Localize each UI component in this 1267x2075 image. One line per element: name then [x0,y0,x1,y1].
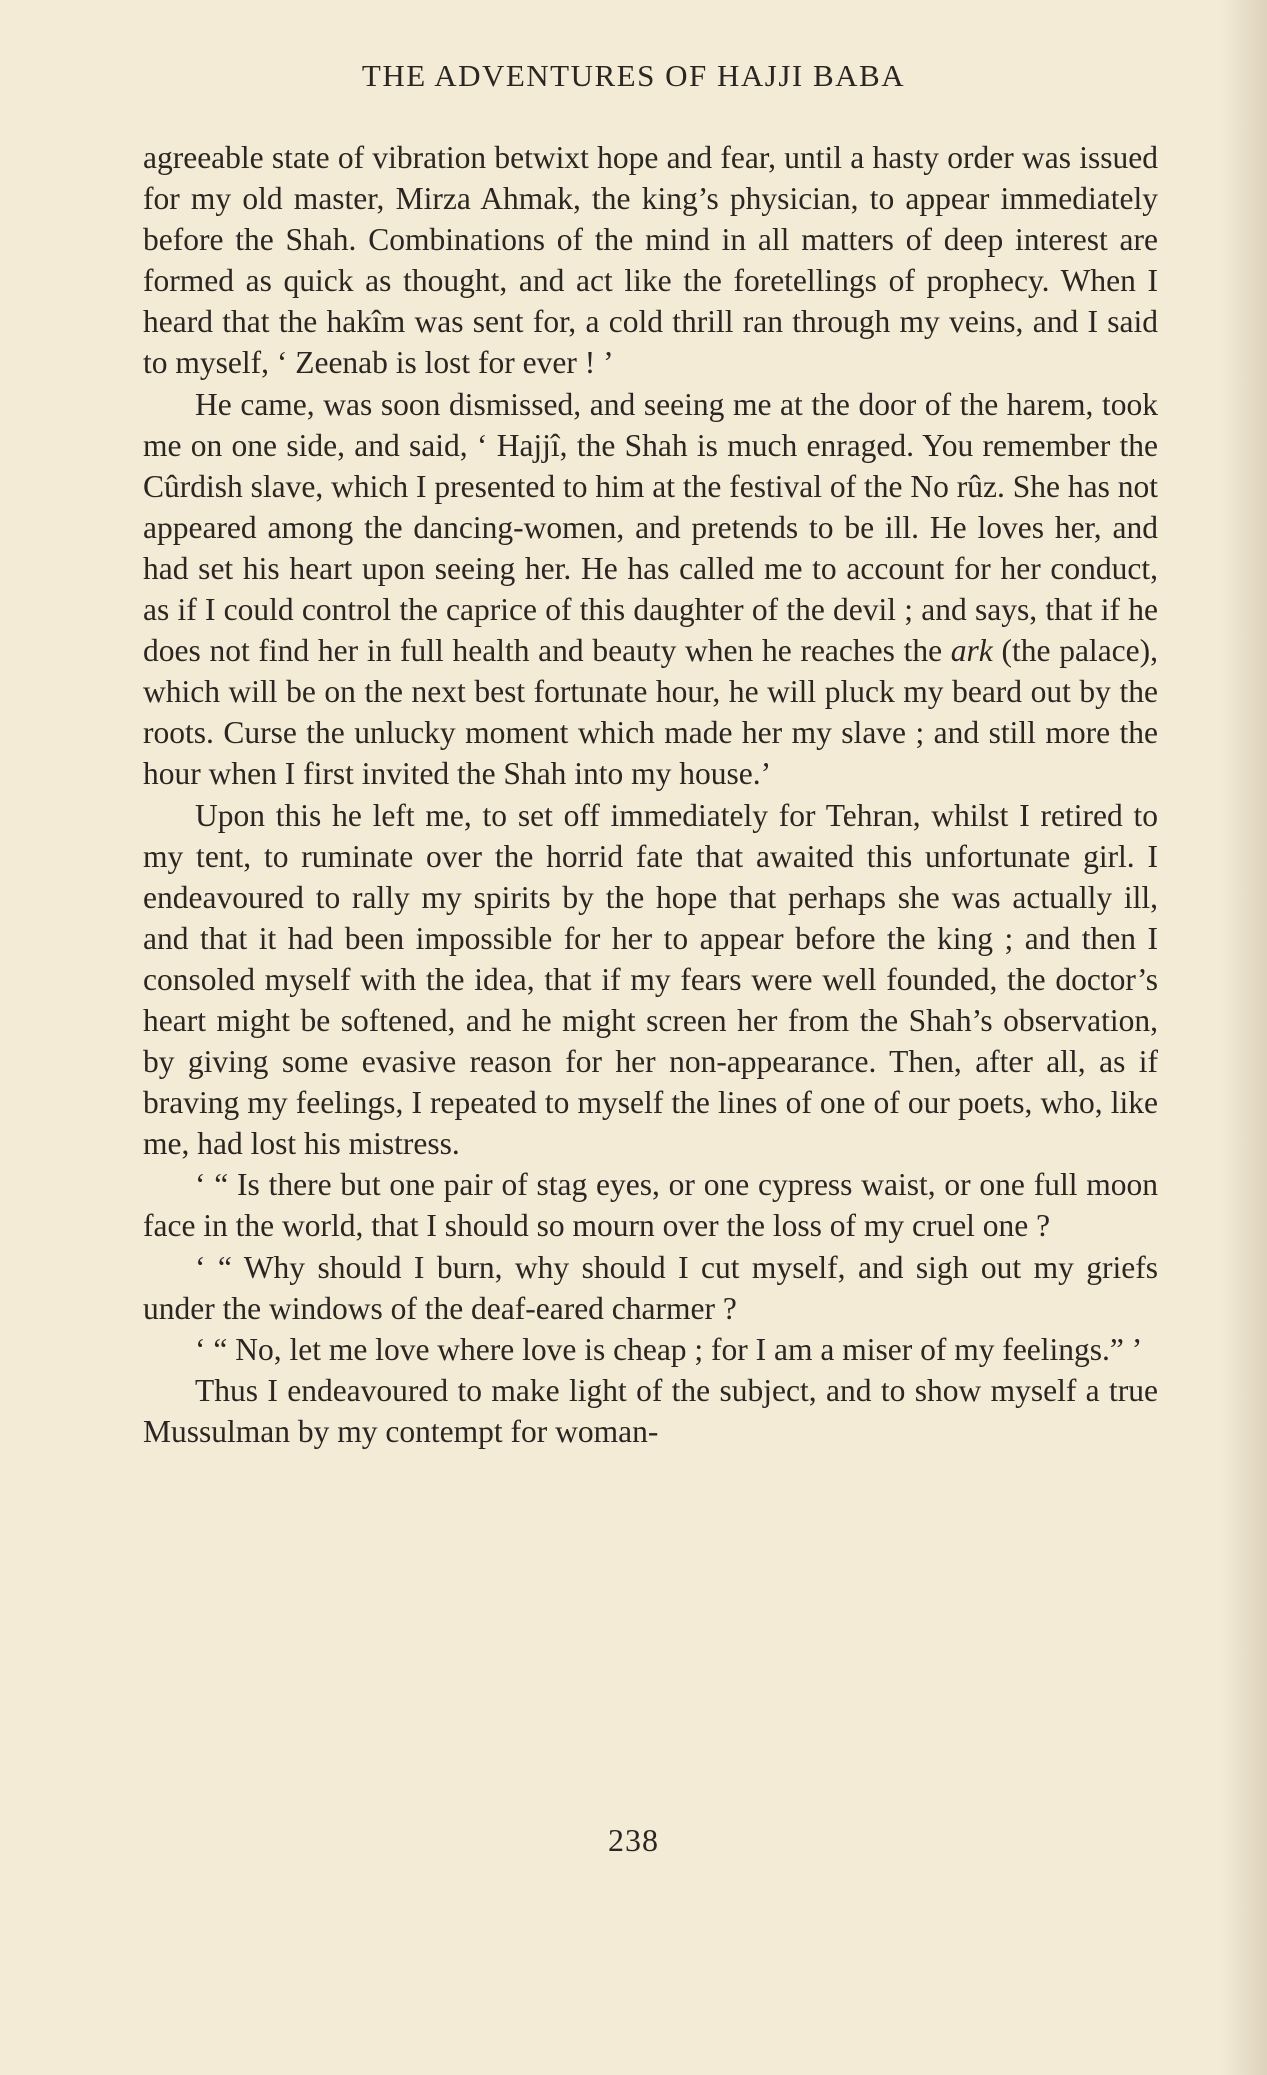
body-text [143,137,1158,1452]
poem-line-2: ‘ “ Why should I burn, why should I cut myself, and sigh out my griefs under the windows of the deaf-eared charmer ? [143,1249,1158,1326]
running-head: THE ADVENTURES OF HAJJI BABA [361,58,906,93]
poem-line-1: ‘ “ Is there but one pair of stag eyes, or one cypress waist, or one full moon face in the world, that I should so mourn over the loss of my cruel one ? [143,1167,1158,1244]
paragraph-1: agreeable state of vibration betwixt hope and fear, until a hasty order was issued for my old master, Mirza Ahmak, the king’s physician, to appear immediately before the Shah. Combinations of the mind in all matters of deep interest are formed as quick as thought, and act like the foretellings of prophecy. When I heard that the hakîm was sent for, a cold thrill ran through my veins, and I said to myself, ‘ Zeenab is lost for ever ! ’ [143,140,1158,381]
italic-ark: ark [950,633,993,669]
page-number: 238 [608,1822,659,1858]
paragraph-final: Thus I endeavoured to make light of the subject, and to show myself a true Mussulman by my contempt for woman- [143,1372,1158,1449]
paragraph-3: Upon this he left me, to set off immediately for Tehran, whilst I retired to my tent, to ruminate over the horrid fate that awaited this unfortunate girl. I endeavoured to rally my spirits by the hope that perhaps she was actually ill, and that it had been impossible for her to appear before the king ; and then I consoled myself with the idea, that if my fears were well founded, the doctor’s heart might be softened, and he might screen her from the Shah’s observation, by giving some evasive reason for her non-appearance. Then, after all, as if braving my feelings, I repeated to myself the lines of one of our poets, who, like me, had lost his mistress. [143,797,1158,1162]
paragraph-2-text-after: (the palace), which will be on the next best fortunate hour, he will pluck my beard out by the roots. Curse the unlucky moment which made her my slave ; and still more the hour when I first invited the Shah into my house.’ [143,633,1158,792]
page-edge-shadow [1221,0,1267,2075]
paragraph-2-text: He came, was soon dismissed, and seeing me at the door of the harem, took me on one side, and said, ‘ Hajjî, the Shah is much enraged. You remember the Cûrdish slave, which I presented to him at the festival of the No rûz. She has not appeared among the dancing-women, and pretends to be ill. He loves her, and had set his heart upon seeing her. He has called me to account for her conduct, as if I could control the caprice of this daughter of the devil ; and says, that if he does not find her in full health and beauty when he reaches the [143,386,1158,669]
poem-line-3: ‘ “ No, let me love where love is cheap ; for I am a miser of my feelings.” ’ [195,1331,1143,1367]
paragraph-2 [143,384,1158,795]
